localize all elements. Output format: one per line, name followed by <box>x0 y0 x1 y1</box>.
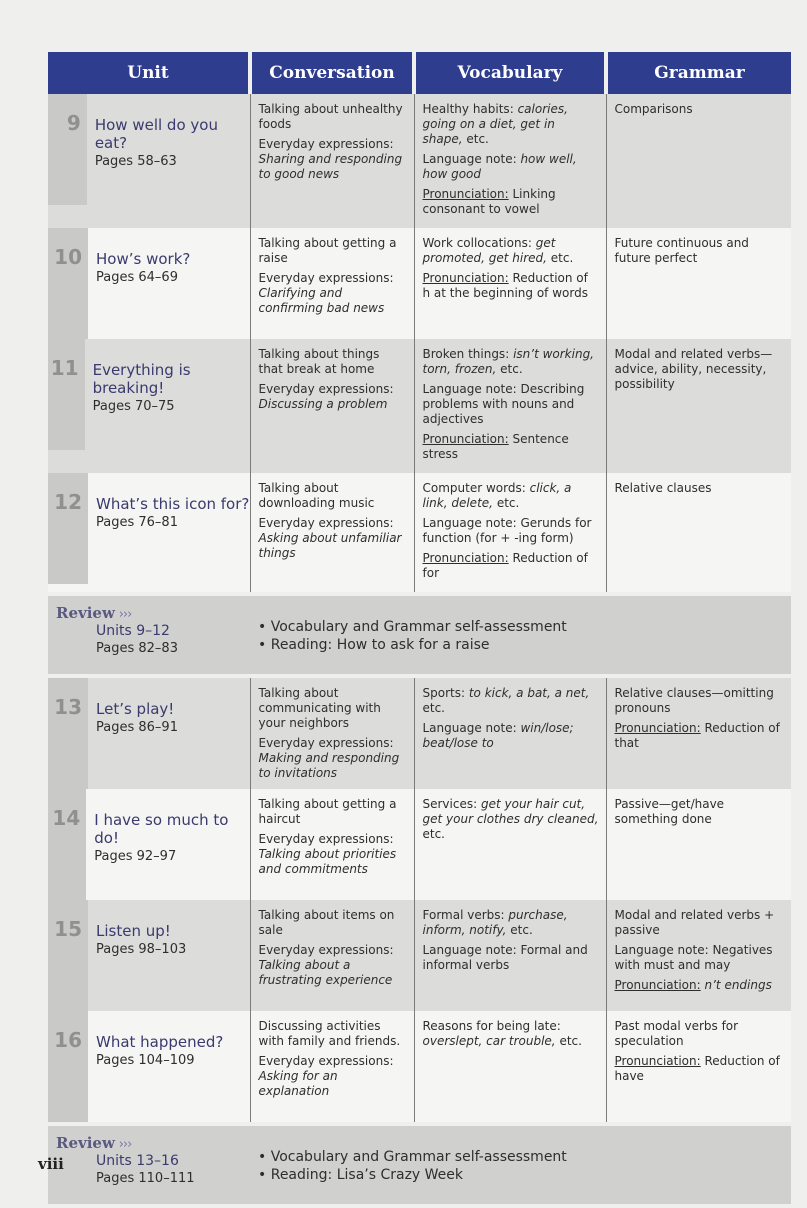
vocabulary-cell <box>414 94 606 228</box>
vocabulary-cell <box>414 228 606 339</box>
everyday-expressions-text: Sharing and responding to good news <box>258 152 403 181</box>
unit-number: 12 <box>48 473 88 584</box>
unit-row <box>48 789 791 900</box>
conversation-topic: Discussing activities with family and friends. <box>258 1019 401 1048</box>
header-vocabulary: Vocabulary <box>414 52 606 94</box>
everyday-expressions-label: Everyday expressions: <box>258 382 394 396</box>
conversation-topic: Talking about unhealthy foods <box>258 102 403 131</box>
unit-title: Everything is breaking! <box>92 361 191 397</box>
unit-pages: Pages 92–97 <box>94 849 177 864</box>
language-note-text: Describing problems with nouns and adjectives <box>422 382 585 426</box>
vocab-label: Services: <box>422 797 478 811</box>
header-unit: Unit <box>48 52 250 94</box>
unit-cell <box>48 473 250 594</box>
language-note-text: win/lose; beat/lose to <box>422 721 574 750</box>
review-units: Units 9–12 <box>96 623 170 639</box>
header-row <box>48 52 791 94</box>
language-note-text: Negatives with must and may <box>614 943 773 972</box>
conversation-topic: Talking about downloading music <box>258 481 375 510</box>
grammar-cell <box>606 1011 791 1124</box>
review-item: • Vocabulary and Grammar self-assessment <box>258 618 783 636</box>
conversation-topic: Talking about getting a haircut <box>258 797 397 826</box>
grammar-cell <box>606 473 791 594</box>
grammar-cell <box>606 228 791 339</box>
everyday-expressions-label: Everyday expressions: <box>258 137 394 151</box>
review-units: Units 13–16 <box>96 1153 179 1169</box>
unit-title: Listen up! <box>96 922 171 940</box>
everyday-expressions-text: Clarifying and confirming bad news <box>258 286 385 315</box>
unit-row <box>48 228 791 339</box>
vocab-text: get promoted, get hired, <box>422 236 556 265</box>
vocab-label: Sports: <box>422 686 466 700</box>
vocabulary-cell <box>414 789 606 900</box>
pronunciation-text: Reduction of that <box>614 721 780 750</box>
review-item: • Vocabulary and Grammar self-assessment <box>258 1148 783 1166</box>
review-item: • Reading: Lisa’s Crazy Week <box>258 1166 783 1184</box>
vocab-tail: etc. <box>496 496 520 510</box>
unit-number: 16 <box>48 1011 88 1122</box>
grammar-text: Relative clauses <box>614 481 712 495</box>
pronunciation-text: Sentence stress <box>422 432 569 461</box>
unit-pages: Pages 98–103 <box>96 942 187 957</box>
vocab-tail: etc. <box>559 1034 582 1048</box>
unit-title: What happened? <box>96 1033 224 1051</box>
everyday-expressions-text: Talking about priorities and commitments <box>258 847 397 876</box>
conversation-cell <box>250 94 414 228</box>
vocabulary-cell <box>414 339 606 473</box>
unit-pages: Pages 104–109 <box>96 1053 195 1068</box>
vocab-tail: etc. <box>550 251 574 265</box>
header-conversation: Conversation <box>250 52 414 94</box>
vocab-tail: etc. <box>422 827 445 841</box>
grammar-cell <box>606 900 791 1011</box>
unit-row <box>48 900 791 1011</box>
everyday-expressions-label: Everyday expressions: <box>258 1054 394 1068</box>
unit-row <box>48 94 791 228</box>
conversation-topic: Talking about communicating with your neighbors <box>258 686 381 730</box>
unit-title: How well do you eat? <box>94 116 218 152</box>
review-list <box>258 618 783 654</box>
unit-number: 9 <box>48 94 87 205</box>
everyday-expressions-text: Discussing a problem <box>258 397 388 411</box>
vocab-text: get your hair cut, get your clothes dry cleaned, <box>422 797 599 826</box>
language-note-label: Language note: <box>422 516 517 530</box>
unit-cell <box>48 339 250 473</box>
language-note-label: Language note: <box>422 721 517 735</box>
pronunciation-label: Pronunciation: <box>422 432 509 446</box>
conversation-cell <box>250 228 414 339</box>
vocab-label: Computer words: <box>422 481 526 495</box>
grammar-text: Modal and related verbs—advice, ability, necessity, possibility <box>614 347 773 391</box>
unit-cell <box>48 1011 250 1124</box>
vocab-tail: etc. <box>510 923 533 937</box>
grammar-text: Passive—get/have something done <box>614 797 725 826</box>
unit-title: Let’s play! <box>96 700 175 718</box>
unit-title: What’s this icon for? <box>96 495 250 513</box>
page-number: viii <box>38 1155 64 1173</box>
grammar-cell <box>606 339 791 473</box>
review-content-cell <box>250 1124 791 1206</box>
pronunciation-label: Pronunciation: <box>614 721 701 735</box>
unit-cell <box>48 900 250 1011</box>
conversation-cell <box>250 676 414 789</box>
vocab-label: Healthy habits: <box>422 102 514 116</box>
unit-title: I have so much to do! <box>94 811 229 847</box>
review-arrows-icon: ››› <box>118 1137 132 1152</box>
vocab-tail: etc. <box>500 362 523 376</box>
everyday-expressions-label: Everyday expressions: <box>258 271 394 285</box>
language-note-text: how well, how good <box>422 152 577 181</box>
unit-cell <box>48 94 250 228</box>
conversation-topic: Talking about getting a raise <box>258 236 397 265</box>
pronunciation-text: n’t endings <box>704 978 772 992</box>
pronunciation-label: Pronunciation: <box>422 271 509 285</box>
vocab-label: Broken things: <box>422 347 510 361</box>
grammar-text: Past modal verbs for speculation <box>614 1019 739 1048</box>
everyday-expressions-label: Everyday expressions: <box>258 516 394 530</box>
vocabulary-cell <box>414 900 606 1011</box>
vocab-label: Reasons for being late: <box>422 1019 561 1033</box>
review-info-cell <box>48 1124 250 1206</box>
vocab-tail: etc. <box>422 701 445 715</box>
everyday-expressions-text: Asking for an explanation <box>258 1069 338 1098</box>
review-content-cell <box>250 594 791 676</box>
unit-row <box>48 1011 791 1124</box>
everyday-expressions-label: Everyday expressions: <box>258 736 394 750</box>
pronunciation-text: Linking consonant to vowel <box>422 187 556 216</box>
review-item: • Reading: How to ask for a raise <box>258 636 783 654</box>
unit-row <box>48 473 791 594</box>
vocabulary-cell <box>414 473 606 594</box>
review-arrows-icon: ››› <box>118 607 132 622</box>
unit-number: 10 <box>48 228 88 339</box>
header-grammar: Grammar <box>606 52 791 94</box>
conversation-topic: Talking about items on sale <box>258 908 395 937</box>
conversation-topic: Talking about things that break at home <box>258 347 380 376</box>
grammar-cell <box>606 94 791 228</box>
pronunciation-label: Pronunciation: <box>422 187 509 201</box>
everyday-expressions-text: Making and responding to invitations <box>258 751 400 780</box>
pronunciation-text: Reduction of h at the beginning of words <box>422 271 588 300</box>
review-info-cell <box>48 594 250 676</box>
unit-row <box>48 676 791 789</box>
unit-number: 15 <box>48 900 88 1011</box>
vocab-label: Work collocations: <box>422 236 532 250</box>
vocab-text: overslept, car trouble, <box>422 1034 556 1048</box>
vocab-text: calories, going on a diet, get in shape, <box>422 102 568 146</box>
grammar-text: Future continuous and future perfect <box>614 236 749 265</box>
everyday-expressions-label: Everyday expressions: <box>258 832 394 846</box>
unit-pages: Pages 76–81 <box>96 515 178 530</box>
review-label: Review <box>56 1134 115 1152</box>
everyday-expressions-text: Asking about unfamiliar things <box>258 531 402 560</box>
vocab-label: Formal verbs: <box>422 908 505 922</box>
pronunciation-label: Pronunciation: <box>422 551 509 565</box>
unit-cell <box>48 676 250 789</box>
language-note-label: Language note: <box>422 943 517 957</box>
unit-row <box>48 339 791 473</box>
conversation-cell <box>250 1011 414 1124</box>
scope-and-sequence-table <box>48 52 791 1208</box>
conversation-cell <box>250 339 414 473</box>
pronunciation-text: Reduction of have <box>614 1054 780 1083</box>
unit-pages: Pages 70–75 <box>92 399 175 414</box>
review-label: Review <box>56 604 115 622</box>
pronunciation-label: Pronunciation: <box>614 1054 701 1068</box>
vocab-tail: etc. <box>466 132 489 146</box>
review-pages: Pages 110–111 <box>96 1171 195 1186</box>
review-row <box>48 594 791 676</box>
grammar-text: Comparisons <box>614 102 693 116</box>
unit-cell <box>48 228 250 339</box>
unit-cell <box>48 789 250 900</box>
unit-number: 11 <box>48 339 85 450</box>
vocab-text: click, a link, delete, <box>422 481 572 510</box>
unit-pages: Pages 58–63 <box>94 154 177 169</box>
unit-pages: Pages 64–69 <box>96 270 178 285</box>
vocabulary-cell <box>414 676 606 789</box>
unit-number: 14 <box>48 789 86 900</box>
conversation-cell <box>250 473 414 594</box>
grammar-text: Modal and related verbs + passive <box>614 908 775 937</box>
language-note-label: Language note: <box>422 382 517 396</box>
grammar-cell <box>606 789 791 900</box>
vocab-text: to kick, a bat, a net, <box>468 686 590 700</box>
vocab-text: isn’t working, torn, frozen, <box>422 347 594 376</box>
review-row <box>48 1124 791 1206</box>
conversation-cell <box>250 900 414 1011</box>
language-note-label: Language note: <box>422 152 517 166</box>
review-list <box>258 1148 783 1184</box>
pronunciation-label: Pronunciation: <box>614 978 701 992</box>
grammar-cell <box>606 676 791 789</box>
language-note-text: Formal and informal verbs <box>422 943 588 972</box>
language-note-text: Gerunds for function (for + -ing form) <box>422 516 592 545</box>
vocabulary-cell <box>414 1011 606 1124</box>
conversation-cell <box>250 789 414 900</box>
review-pages: Pages 82–83 <box>96 641 178 656</box>
unit-pages: Pages 86–91 <box>96 720 178 735</box>
pronunciation-text: Reduction of for <box>422 551 588 580</box>
unit-number: 13 <box>48 678 88 789</box>
vocab-text: purchase, inform, notify, <box>422 908 568 937</box>
language-note-label: Language note: <box>614 943 709 957</box>
unit-title: How’s work? <box>96 250 191 268</box>
everyday-expressions-text: Talking about a frustrating experience <box>258 958 393 987</box>
everyday-expressions-label: Everyday expressions: <box>258 943 394 957</box>
grammar-text: Relative clauses—omitting pronouns <box>614 686 774 715</box>
